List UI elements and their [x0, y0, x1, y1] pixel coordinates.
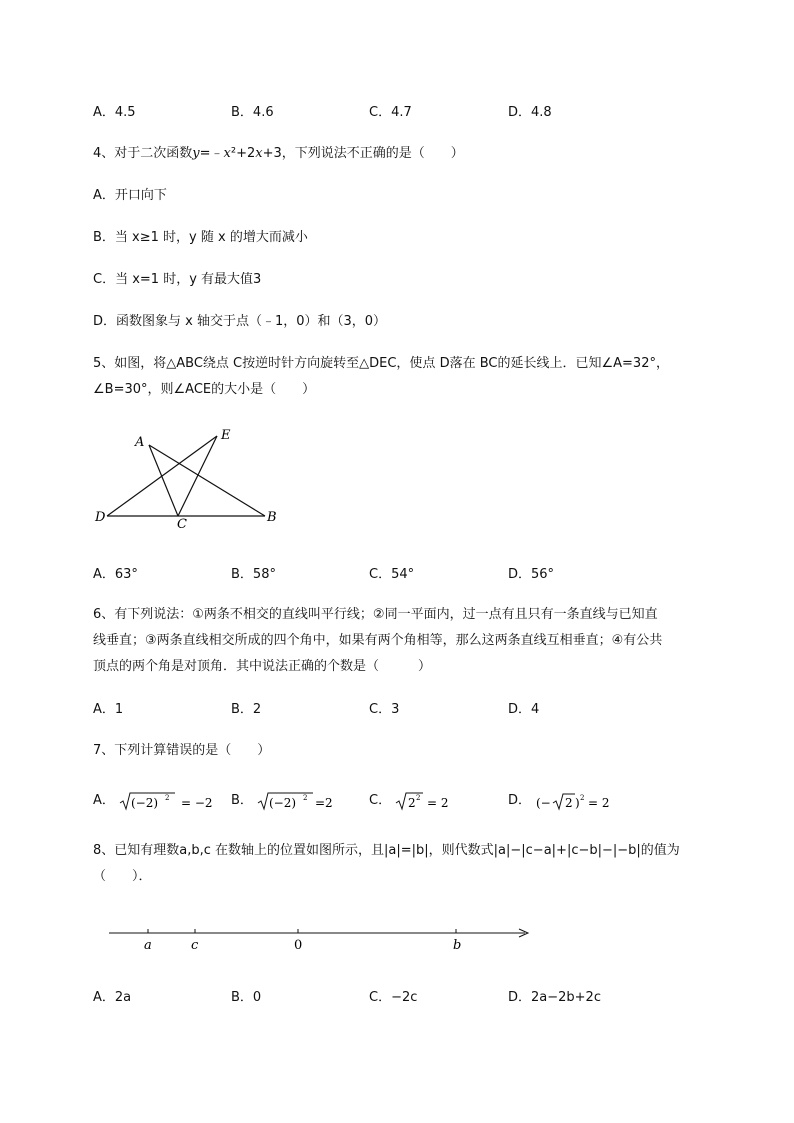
q5-option-a[interactable]: A．63° — [93, 567, 138, 582]
svg-text:= 2: = 2 — [427, 795, 449, 810]
label-zero: 0 — [294, 938, 303, 953]
q8-option-a[interactable]: A．2a — [93, 990, 132, 1005]
q3-option-a[interactable]: A．4.5 — [93, 105, 136, 120]
svg-text:(−: (− — [536, 795, 551, 810]
q4-stem-part: 4、对于二次函数 — [93, 146, 193, 161]
q4-option-d[interactable]: D．函数图象与 x 轴交于点（﹣1，0）和（3，0） — [93, 314, 387, 329]
q3-option-d[interactable]: D．4.8 — [508, 105, 552, 120]
q7-option-b-letter: B． — [231, 793, 253, 808]
q5-triangle-figure — [90, 420, 290, 535]
q5-option-b[interactable]: B．58° — [231, 567, 276, 582]
svg-text:2: 2 — [416, 793, 421, 802]
q3-options — [93, 101, 733, 121]
label-b: b — [453, 938, 462, 953]
q6-stem-line3: 顶点的两个角是对顶角．其中说法正确的个数是（ ） — [93, 659, 432, 674]
q8-option-d[interactable]: D．2a−2b+2c — [508, 990, 601, 1005]
q4-option-a[interactable]: A．开口向下 — [93, 188, 167, 203]
q3-option-c[interactable]: C．4.7 — [369, 105, 412, 120]
q6-option-a[interactable]: A．1 — [93, 702, 124, 717]
q7-expr-c — [395, 790, 455, 812]
q8-number-line — [105, 920, 535, 954]
svg-text:2: 2 — [565, 795, 573, 810]
q3-option-b[interactable]: B．4.6 — [231, 105, 274, 120]
q5-stem-line2: ∠B=30°，则∠ACE的大小是（ ） — [93, 382, 316, 397]
q6-option-d[interactable]: D．4 — [508, 702, 540, 717]
q4-var-x: x — [255, 146, 263, 161]
q7-stem: 7、下列计算错误的是（ ） — [93, 743, 271, 758]
label-c: c — [191, 938, 199, 953]
q4-var-y: y — [192, 146, 200, 161]
q5-option-c[interactable]: C．54° — [369, 567, 415, 582]
q7-option-d-letter: D． — [508, 793, 532, 808]
segment-ac — [149, 445, 178, 516]
svg-text:= 2: = 2 — [588, 795, 610, 810]
q4-stem — [93, 142, 464, 161]
q6-option-c[interactable]: C．3 — [369, 702, 400, 717]
q8-option-c[interactable]: C．−2c — [369, 990, 418, 1005]
q7-expr-d — [535, 790, 620, 812]
svg-text:= −2: = −2 — [181, 795, 213, 810]
label-b: B — [267, 510, 277, 525]
label-e: E — [221, 428, 231, 443]
svg-text:): ) — [575, 795, 580, 810]
label-c: C — [177, 517, 187, 532]
q5-stem-line1: 5、如图，将△ABC绕点 C按逆时针方向旋转至△DEC，使点 D落在 BC的延长线上．已知∠A=32°， — [93, 356, 669, 371]
q7-option-a-letter: A． — [93, 793, 115, 808]
q7-option-b[interactable] — [231, 789, 337, 812]
svg-text:2: 2 — [408, 795, 416, 810]
q5-option-d[interactable]: D．56° — [508, 567, 555, 582]
q7-option-a[interactable] — [93, 789, 214, 812]
q4-stem-part: =﹣ — [199, 146, 224, 161]
q8-stem-line1: 8、已知有理数a,b,c 在数轴上的位置如图所示，且|a|=|b|，则代数式|a|−|c−a|+|c−b|−|−b|的值为 — [93, 843, 680, 858]
q7-option-d[interactable] — [508, 789, 620, 812]
label-a: A — [135, 435, 145, 450]
svg-text:2: 2 — [165, 793, 170, 802]
q4-option-b[interactable]: B．当 x≥1 时，y 随 x 的增大而减小 — [93, 230, 308, 245]
segment-ec — [178, 436, 217, 516]
q7-option-c[interactable] — [369, 789, 455, 812]
svg-text:(−2): (−2) — [269, 795, 297, 810]
q7-options — [93, 789, 733, 811]
q4-option-c[interactable]: C．当 x=1 时，y 有最大值3 — [93, 272, 262, 287]
svg-text:2: 2 — [580, 793, 585, 802]
q5-options — [93, 563, 733, 583]
q7-option-c-letter: C． — [369, 793, 392, 808]
q6-stem-line2: 线垂直；③两条直线相交所成的四个角中，如果有两个角相等，那么这两条直线互相垂直；④有公共 — [93, 633, 663, 648]
q7-expr-a — [119, 790, 214, 812]
label-d: D — [95, 510, 106, 525]
q8-options — [93, 986, 733, 1006]
q4-var-x: x — [223, 146, 231, 161]
q6-stem-line1: 6、有下列说法：①两条不相交的直线叫平行线；②同一平面内，过一点有且只有一条直线与已知直 — [93, 607, 658, 622]
q7-expr-b — [257, 790, 337, 812]
svg-text:2: 2 — [303, 793, 308, 802]
q6-options — [93, 698, 733, 718]
q4-stem-part: +3，下列说法不正确的是（ ） — [262, 146, 464, 161]
svg-text:(−2): (−2) — [131, 795, 159, 810]
q8-option-b[interactable]: B．0 — [231, 990, 262, 1005]
q6-option-b[interactable]: B．2 — [231, 702, 262, 717]
q4-stem-part: ²+2 — [230, 146, 256, 161]
q8-stem-line2: （ ）． — [93, 869, 152, 884]
label-a: a — [144, 938, 152, 953]
svg-text:=2: =2 — [315, 795, 333, 810]
